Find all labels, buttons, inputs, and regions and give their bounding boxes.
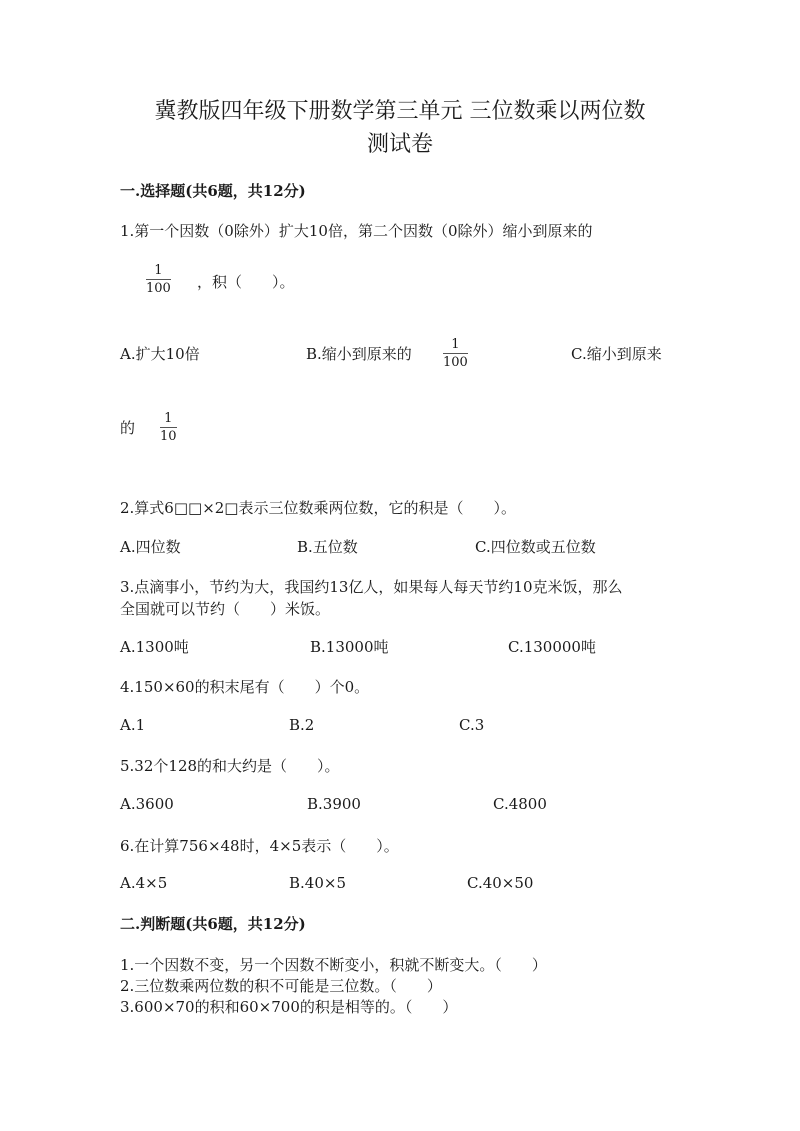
question-6-option-b: B.40×5	[289, 874, 346, 892]
question-4-option-b: B.2	[289, 716, 315, 734]
question-2-text: 2.算式6□□×2□表示三位数乘两位数，它的积是（ ）。	[120, 499, 516, 517]
question-1-tail: ，积（ ）。	[197, 273, 295, 291]
question-2-option-a: A.四位数	[120, 538, 181, 556]
fraction-bar	[443, 353, 468, 354]
question-3-option-c: C.130000吨	[508, 638, 596, 656]
question-1-option-c-continued: 的	[120, 419, 136, 437]
judgement-item-3: 3.600×70的积和60×700的积是相等的。（ ）	[120, 998, 458, 1016]
section-heading-choice: 一.选择题(共6题，共12分)	[120, 182, 306, 200]
question-3-text-line2: 全国就可以节约（ ）米饭。	[120, 600, 331, 618]
fraction-denominator: 10	[160, 429, 177, 444]
question-3-option-a: A.1300吨	[120, 638, 189, 656]
page-title-line2: 测试卷	[366, 132, 433, 157]
section-heading-judgement: 二.判断题(共6题，共12分)	[120, 915, 306, 933]
question-1-option-c-fraction	[160, 411, 177, 444]
question-5-option-c: C.4800	[493, 795, 547, 813]
fraction-numerator: 1	[451, 337, 460, 352]
question-1-option-a: A.扩大10倍	[120, 345, 200, 363]
fraction-numerator: 1	[154, 263, 163, 278]
question-3-text-line1: 3.点滴事小，节约为大，我国约13亿人，如果每人每天节约10克米饭，那么	[120, 578, 623, 596]
question-3-option-b: B.13000吨	[310, 638, 389, 656]
question-4-option-c: C.3	[459, 716, 485, 734]
fraction-bar	[146, 279, 171, 280]
judgement-item-2: 2.三位数乘两位数的积不可能是三位数。（ ）	[120, 977, 442, 995]
question-5-option-b: B.3900	[307, 795, 361, 813]
question-5-text: 5.32个128的和大约是（ ）。	[120, 757, 340, 775]
question-1-option-c: C.缩小到原来	[571, 345, 662, 363]
question-2-option-b: B.五位数	[297, 538, 358, 556]
question-4-text: 4.150×60的积末尾有（ ）个0。	[120, 678, 370, 696]
question-4-option-a: A.1	[120, 716, 146, 734]
judgement-item-1: 1.一个因数不变，另一个因数不断变小，积就不断变大。（ ）	[120, 956, 547, 974]
question-1-fraction	[146, 263, 171, 296]
page-title: 冀教版四年级下册数学第三单元 三位数乘以两位数	[154, 99, 646, 124]
question-6-option-a: A.4×5	[120, 874, 168, 892]
question-1-text: 1.第一个因数（0除外）扩大10倍，第二个因数（0除外）缩小到原来的	[120, 222, 593, 240]
question-5-option-a: A.3600	[120, 795, 174, 813]
fraction-denominator: 100	[146, 281, 171, 296]
question-2-option-c: C.四位数或五位数	[475, 538, 596, 556]
question-1-option-b-fraction	[443, 337, 468, 370]
question-1-option-b: B.缩小到原来的	[306, 345, 412, 363]
fraction-numerator: 1	[164, 411, 173, 426]
fraction-bar	[160, 427, 177, 428]
fraction-denominator: 100	[443, 355, 468, 370]
question-6-option-c: C.40×50	[467, 874, 534, 892]
question-6-text: 6.在计算756×48时，4×5表示（ ）。	[120, 837, 399, 855]
